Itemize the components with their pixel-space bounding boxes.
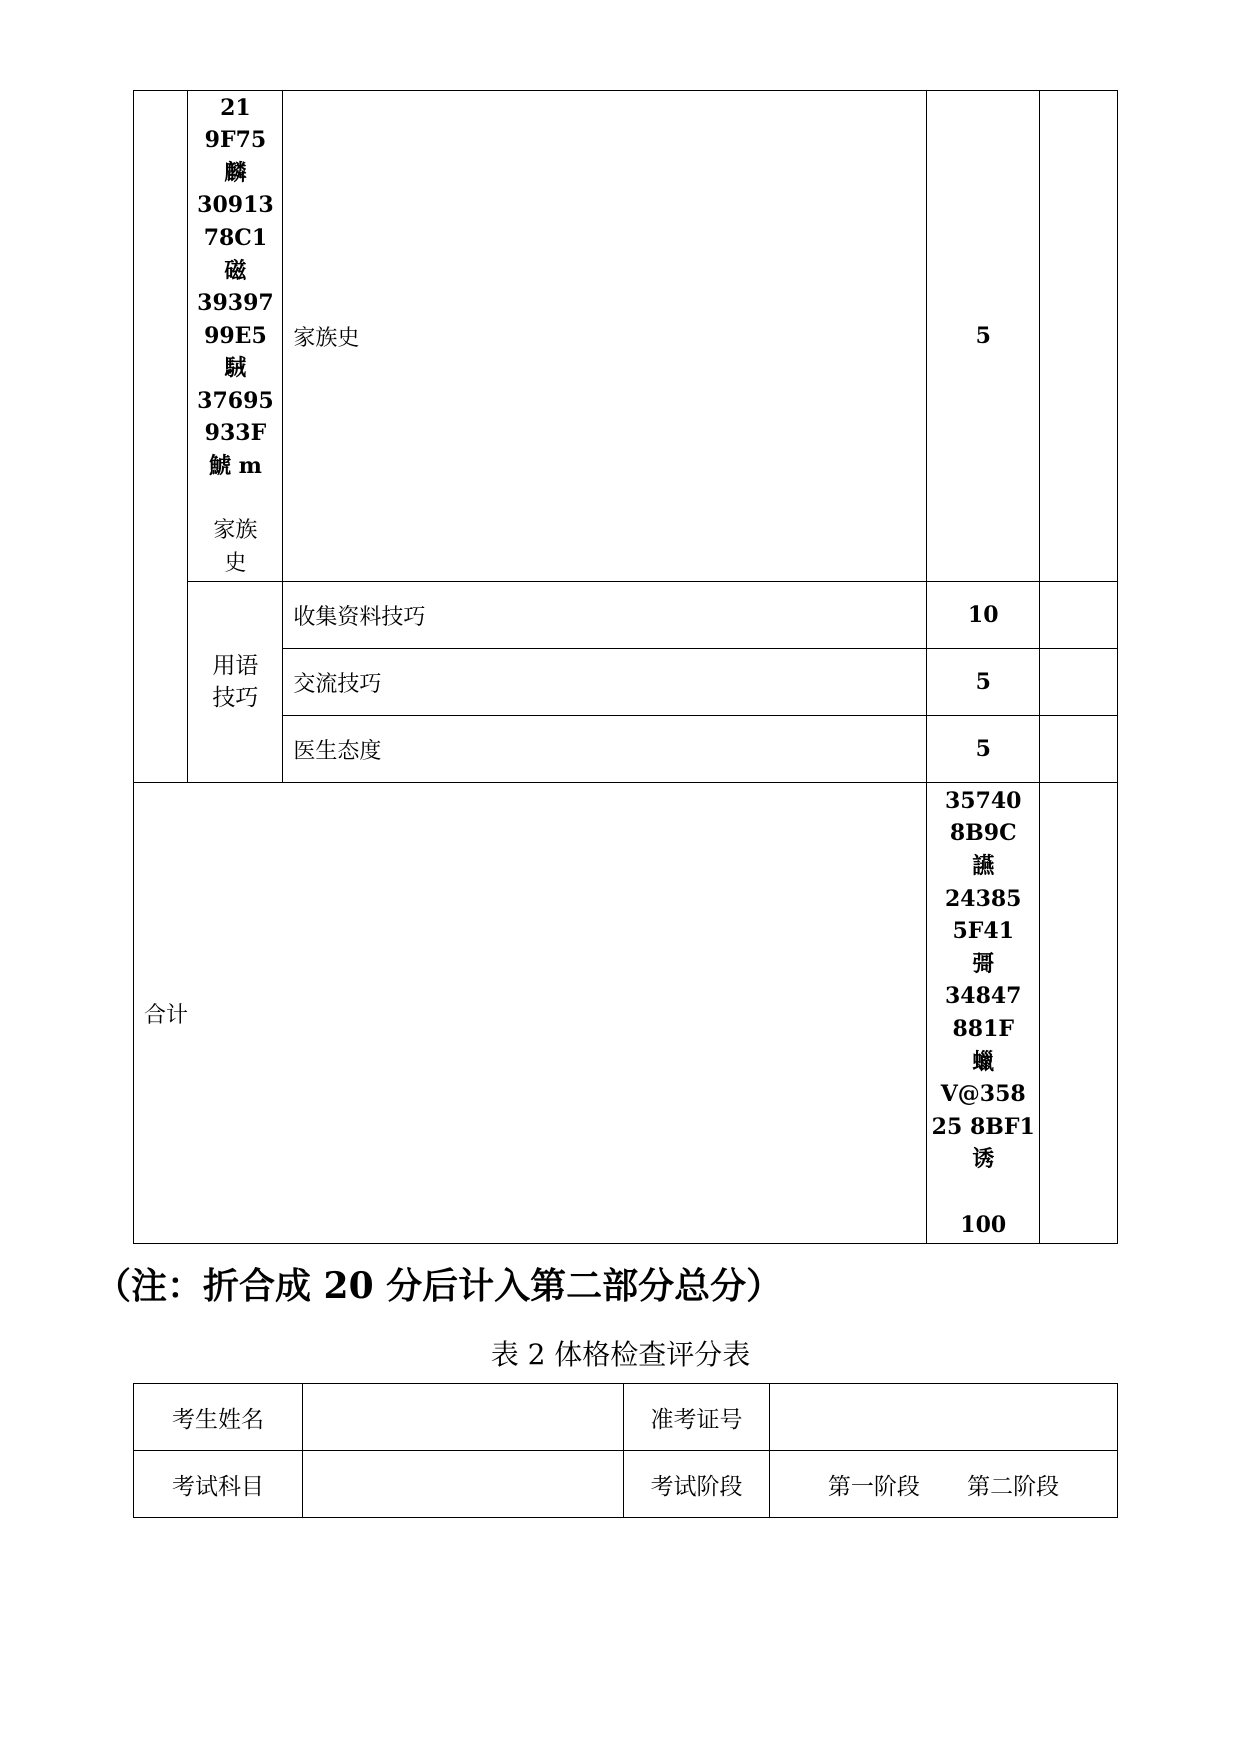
family-history-label: 史 xyxy=(224,550,247,576)
candidate-name-label: 考生姓名 xyxy=(134,1384,303,1451)
language-skills-label: 用语 技巧 xyxy=(188,582,283,783)
code-line: V@358 xyxy=(940,1081,1026,1108)
collecting-info-item: 收集资料技巧 xyxy=(283,582,927,649)
code-line: 麟 xyxy=(224,159,247,186)
code-line: 駥 xyxy=(224,355,247,382)
table-row xyxy=(134,783,1118,1244)
doctor-attitude-score: 5 xyxy=(927,716,1040,783)
collecting-info-score: 10 xyxy=(927,582,1040,649)
table-row xyxy=(134,1384,1118,1451)
exam-subject-label: 考试科目 xyxy=(134,1451,303,1518)
communication-item: 交流技巧 xyxy=(283,649,927,716)
admission-number-field[interactable] xyxy=(770,1384,1118,1451)
exam-subject-field[interactable] xyxy=(303,1451,624,1518)
table-row xyxy=(134,91,1118,582)
code-line: 24385 xyxy=(944,885,1022,912)
table-row xyxy=(134,1451,1118,1518)
family-history-code-cell xyxy=(188,91,283,582)
category-cell xyxy=(134,91,188,783)
code-line: 881F xyxy=(952,1016,1014,1042)
history-taking-score-table xyxy=(133,90,1118,1244)
communication-score: 5 xyxy=(927,649,1040,716)
code-line: 9F75 xyxy=(204,127,267,154)
score-entry-cell[interactable] xyxy=(1040,582,1118,649)
total-score: 100 xyxy=(960,1211,1007,1238)
code-line: 34847 xyxy=(944,983,1022,1010)
total-label: 合计 xyxy=(134,783,927,1244)
code-line: 30913 xyxy=(197,192,274,219)
score-entry-cell[interactable] xyxy=(1040,716,1118,783)
code-line: 35740 xyxy=(944,787,1022,814)
table-row xyxy=(134,582,1118,649)
candidate-name-field[interactable] xyxy=(303,1384,624,1451)
family-history-label: 家族 xyxy=(213,518,258,544)
code-line: 蠟 xyxy=(972,1048,995,1075)
stage-option-second[interactable]: 第二阶段 xyxy=(967,1473,1060,1500)
code-line: 彁 xyxy=(972,950,995,977)
admission-number-label: 准考证号 xyxy=(624,1384,770,1451)
code-line: 讌 xyxy=(972,853,995,880)
code-line: 5F41 xyxy=(952,918,1014,945)
doctor-attitude-item: 医生态度 xyxy=(283,716,927,783)
code-line: 99E5 xyxy=(204,322,267,349)
code-line: 磁 xyxy=(224,257,247,284)
exam-stage-label: 考试阶段 xyxy=(624,1451,770,1518)
code-line: 诱 xyxy=(972,1146,995,1173)
code-line: 鯱 m xyxy=(208,453,262,480)
family-history-score: 5 xyxy=(927,91,1040,582)
code-line: 37695 xyxy=(197,387,274,414)
table-2-title: 表 2 体格检查评分表 xyxy=(490,1338,751,1371)
total-score-cell xyxy=(927,783,1040,1244)
scoring-note: （注：折合成 20 分后计入第二部分总分） xyxy=(95,1265,783,1307)
code-line: 8B9C xyxy=(949,820,1017,847)
score-entry-cell[interactable] xyxy=(1040,783,1118,1244)
stage-option-first[interactable]: 第一阶段 xyxy=(827,1473,920,1500)
code-line: 39397 xyxy=(197,290,274,317)
code-line: 933F xyxy=(204,420,267,447)
physical-exam-header-table xyxy=(133,1383,1118,1518)
code-line: 21 xyxy=(220,94,251,121)
score-entry-cell[interactable] xyxy=(1040,649,1118,716)
score-entry-cell[interactable] xyxy=(1040,91,1118,582)
exam-stage-options xyxy=(770,1451,1118,1518)
family-history-item: 家族史 xyxy=(283,91,927,582)
code-line: 25 8BF1 xyxy=(931,1113,1035,1140)
code-line: 78C1 xyxy=(203,224,268,251)
